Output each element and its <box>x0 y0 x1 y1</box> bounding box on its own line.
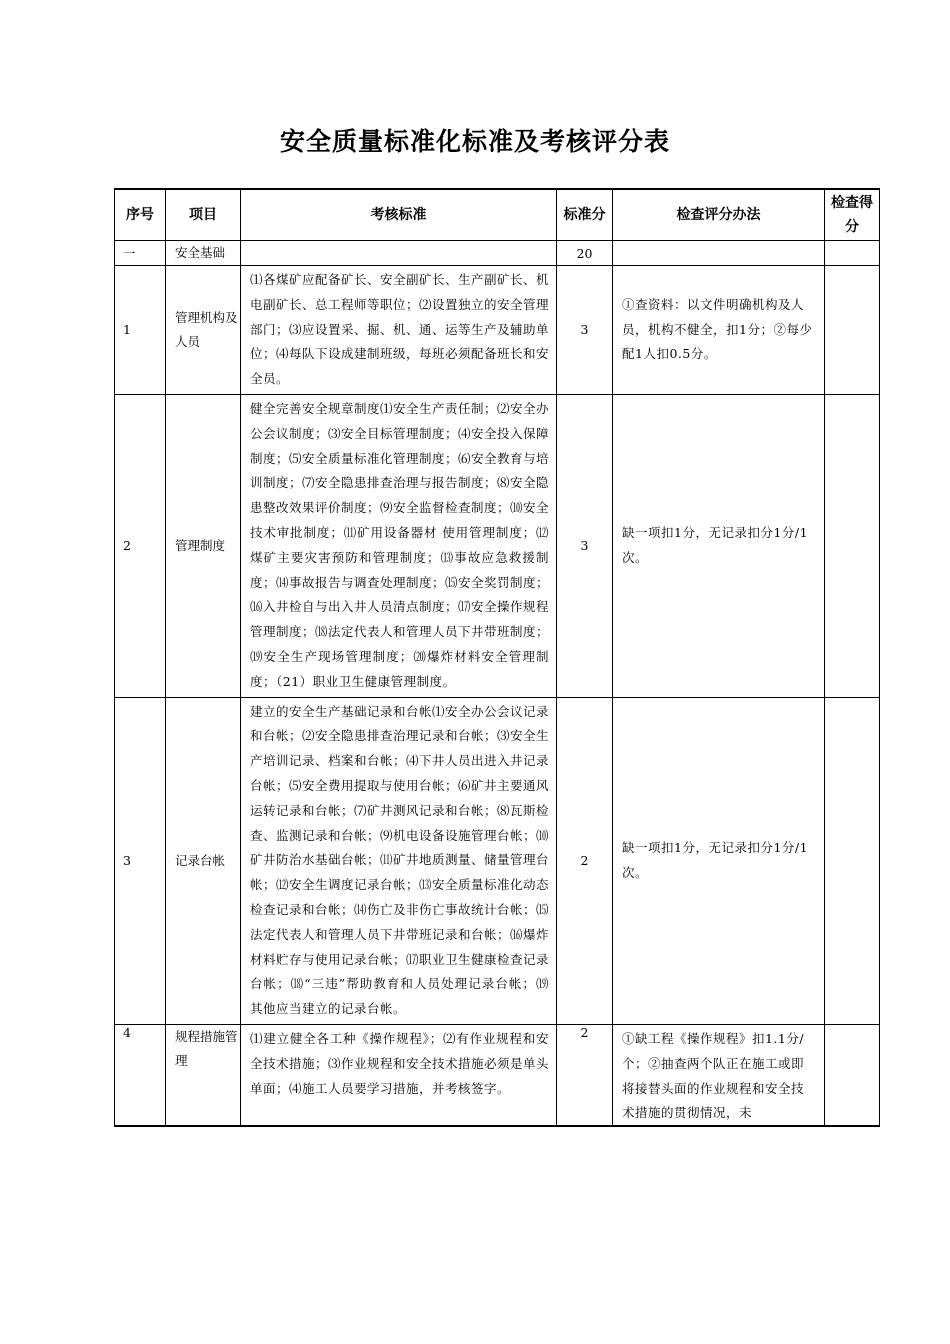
row-score: 3 <box>557 266 613 395</box>
row-seq: 1 <box>115 266 166 395</box>
section-result <box>825 241 880 266</box>
section-standard <box>241 241 557 266</box>
header-standard: 考核标准 <box>241 189 557 241</box>
row-seq: 2 <box>115 394 166 697</box>
row-method: 缺一项扣1分，无记录扣分1分/1次。 <box>613 697 825 1024</box>
header-score: 标准分 <box>557 189 613 241</box>
table-row <box>115 1024 880 1126</box>
table-row <box>115 266 880 395</box>
header-result: 检查得分 <box>825 189 880 241</box>
row-result <box>825 266 880 395</box>
section-item: 安全基础 <box>166 241 241 266</box>
row-method: ①查资料：以文件明确机构及人员，机构不健全，扣1分；②每少配1人扣0.5分。 <box>613 266 825 395</box>
row-item: 管理制度 <box>166 394 241 697</box>
row-standard: 健全完善安全规章制度⑴安全生产责任制；⑵安全办公会议制度；⑶安全目标管理制度；⑷安全投入保障制度；⑸安全质量标准化管理制度；⑹安全教育与培训制度；⑺安全隐患排查治理与报告制度；⑻安全隐患整改效果评价制度；⑼安全监督检查制度；⑽安全技术审批制度；⑾矿用设备器材 使用管理制度；⑿煤矿主要灾害预防和管理制度；⒀事故应急救援制度；⒁事故报告与调查处理制度；⒂安全奖罚制度；⒃入井检自与出入井人员清点制度；⒄安全操作规程管理制度；⒅法定代表人和管理人员下井带班制度；⒆安全生产现场管理制度；⒇爆炸材料安全管理制度；（21）职业卫生健康管理制度。 <box>241 394 557 697</box>
row-result <box>825 394 880 697</box>
header-seq: 序号 <box>115 189 166 241</box>
row-score: 2 <box>557 697 613 1024</box>
row-method: 缺一项扣1分，无记录扣分1分/1次。 <box>613 394 825 697</box>
section-row <box>115 241 880 266</box>
section-seq: 一 <box>115 241 166 266</box>
row-seq: 3 <box>115 697 166 1024</box>
row-score: 3 <box>557 394 613 697</box>
row-method-text: ①缺工程《操作规程》扣1.1分/个；②抽查两个队正在施工或即将接替头面的作业规程和安全技术措施的贯彻情况，未 <box>622 1030 805 1121</box>
header-method: 检查评分办法 <box>613 189 825 241</box>
page-title: 安全质量标准化标准及考核评分表 <box>279 127 670 156</box>
row-standard: 建立的安全生产基础记录和台帐⑴安全办公会议记录和台帐；⑵安全隐患排查治理记录和台帐；⑶安全生产培训记录、档案和台帐；⑷下井人员出进入井记录台帐；⑸安全费用提取与使用台帐；⑹矿井主要通风运转记录和台帐；⑺矿井测风记录和台帐；⑻瓦斯检查、监测记录和台帐；⑼机电设备设施管理台帐；⑽矿井防治水基础台帐；⑾矿井地质测量、储量管理台帐；⑿安全生调度记录台帐；⒀安全质量标准化动态检查记录和台帐；⒁伤亡及非伤亡事故统计台帐；⒂法定代表人和管理人员下井带班记录和台帐；⒃爆炸材料贮存与使用记录台帐；⒄职业卫生健康检查记录台帐；⒅“三违”帮助教育和人员处理记录台帐；⒆其他应当建立的记录台帐。 <box>241 697 557 1024</box>
section-method <box>613 241 825 266</box>
row-result <box>825 1024 880 1126</box>
table-row <box>115 697 880 1024</box>
row-score: 2 <box>557 1024 613 1126</box>
row-item: 记录台帐 <box>166 697 241 1024</box>
row-item: 规程措施管理 <box>166 1024 241 1126</box>
score-table <box>114 188 880 1127</box>
row-standard: ⑴建立健全各工种《操作规程》；⑵有作业规程和安全技术措施；⑶作业规程和安全技术措施必须是单头单面；⑷施工人员要学习措施，并考核签字。 <box>241 1024 557 1126</box>
header-item: 项目 <box>166 189 241 241</box>
section-score: 20 <box>557 241 613 266</box>
header-row <box>115 189 880 241</box>
row-seq: 4 <box>115 1024 166 1126</box>
table-row <box>115 394 880 697</box>
row-item: 管理机构及人员 <box>166 266 241 395</box>
row-method <box>613 1024 825 1126</box>
row-result <box>825 697 880 1024</box>
row-standard: ⑴各煤矿应配备矿长、安全副矿长、生产副矿长、机电副矿长、总工程师等职位；⑵设置独立的安全管理部门；⑶应设置采、掘、机、通、运等生产及辅助单位；⑷每队下设成建制班级，每班必须配备班长和安全员。 <box>241 266 557 395</box>
